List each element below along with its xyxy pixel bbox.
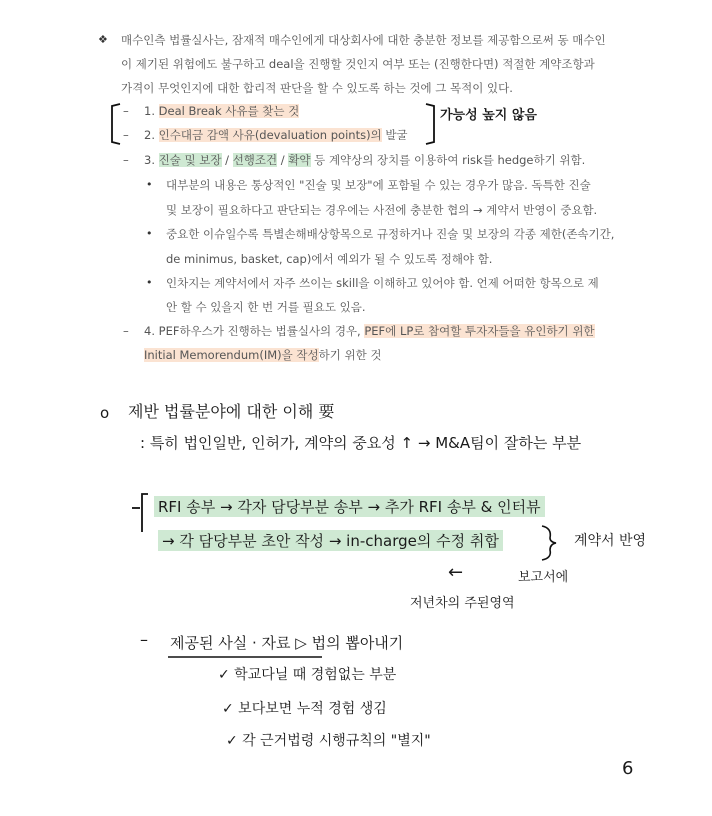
item-4-line-1 [144, 324, 595, 338]
diamond-bullet-icon: ❖ [98, 33, 108, 46]
dash-marker: – [123, 324, 129, 338]
handwritten-brackets [108, 100, 448, 148]
bracket-note: 가능성 높지 않음 [440, 108, 537, 123]
section-title: 제반 법률분야에 대한 이해 要 [128, 402, 335, 421]
item-4-highlight: PEF에 LP로 참여할 투자자들을 유인하기 위한 [364, 324, 595, 338]
intro-line-1: 매수인측 법률실사는, 잠재적 매수인에게 대상회사에 대한 충분한 정보를 제공함으로써 동 매수인 [121, 33, 606, 47]
item-3-green-2: 선행조건 [232, 153, 278, 167]
check-item-2: ✓ 보다보면 누적 경험 생김 [222, 701, 387, 717]
list-dash: – [140, 630, 148, 649]
section-mark: o [100, 404, 110, 422]
item-3-sep-2: / [277, 153, 289, 167]
dash-marker: – [123, 153, 129, 167]
intro-line-2: 이 제기된 위험에도 불구하고 deal을 진행할 것인지 여부 또는 (진행한다면) 적절한 계약조항과 [121, 57, 595, 71]
flow-branch-1: 계약서 반영 [574, 533, 647, 549]
item-2-highlight: 인수대금 감액 사유(devaluation points)의 [158, 128, 382, 142]
list-head-underline [166, 654, 326, 660]
sub-3-line-2: 안 할 수 있을지 한 번 거를 필요도 있음. [166, 300, 366, 314]
section-subtitle: : 특히 법인일반, 인허가, 계약의 중요성 ↑ → M&A팀이 잘하는 부분 [140, 434, 582, 452]
bullet-dot-icon: • [146, 227, 153, 240]
sub-1-line-2: 및 보장이 필요하다고 판단되는 경우에는 사전에 충분한 협의 → 계약서 반영이 중요함. [166, 203, 598, 217]
item-4-line-2 [144, 348, 381, 362]
sub-1-line-1: 대부분의 내용은 통상적인 "진술 및 보장"에 포함될 수 있는 경우가 많음. 독특한 진술 [166, 178, 591, 192]
dash-marker: – [123, 128, 129, 142]
bullet-dot-icon: • [146, 178, 153, 191]
item-4-line-2-rest: 하기 위한 것 [318, 348, 382, 362]
check-item-3: ✓ 각 근거법령 시행규칙의 "별지" [226, 733, 431, 749]
page-number: 6 [622, 758, 634, 779]
flow-arrow-icon: ← [448, 562, 464, 583]
item-3-prefix: 3. [144, 153, 159, 167]
item-3 [144, 153, 585, 167]
sub-3-line-1: 인차지는 계약서에서 자주 쓰이는 skill을 이해하고 있어야 함. 언제 어떠한 항목으로 제 [166, 276, 599, 290]
item-1-prefix: 1. [144, 104, 159, 118]
item-2-rest: 발굴 [381, 128, 408, 142]
list-head: 제공된 사실 · 자료 ▷ 법의 뽑아내기 [170, 634, 404, 652]
bullet-dot-icon: • [146, 276, 153, 289]
item-4-prefix: 4. PEF하우스가 진행하는 법률실사의 경우, [144, 324, 365, 338]
item-3-green-1: 진술 및 보장 [158, 153, 222, 167]
flow-branch-2: 보고서에 [518, 570, 569, 585]
item-4-line-2-highlight: Initial Memorendum(IM)을 작성 [144, 348, 319, 362]
sub-2-line-2: de minimus, basket, cap)에서 예외가 될 수 있도록 정해야 함. [166, 252, 493, 266]
item-3-rest: 등 계약상의 장치를 이용하여 risk를 hedge하기 위함. [310, 153, 586, 167]
item-1-highlight: Deal Break 사유를 찾는 것 [158, 104, 300, 118]
dash-marker: – [123, 104, 129, 118]
flow-line-2: → 각 담당부분 초안 작성 → in-charge의 수정 취합 [158, 530, 503, 551]
item-3-green-3: 확약 [288, 153, 311, 167]
item-2-prefix: 2. [144, 128, 159, 142]
flow-note: 저년차의 주된영역 [410, 596, 515, 611]
item-3-sep-1: / [221, 153, 233, 167]
sub-2-line-1: 중요한 이슈일수록 특별손해배상항목으로 규정하거나 진술 및 보장의 각종 제한(존속기간, [166, 227, 615, 241]
check-item-1: ✓ 학교다닐 때 경험없는 부분 [218, 667, 397, 683]
flow-line-1: RFI 송부 → 각자 담당부분 송부 → 추가 RFI 송부 & 인터뷰 [154, 496, 545, 517]
branch-brace [538, 522, 568, 562]
intro-line-3: 가격이 무엇인지에 대한 합리적 판단을 할 수 있도록 하는 것에 그 목적이 있다. [121, 81, 513, 95]
